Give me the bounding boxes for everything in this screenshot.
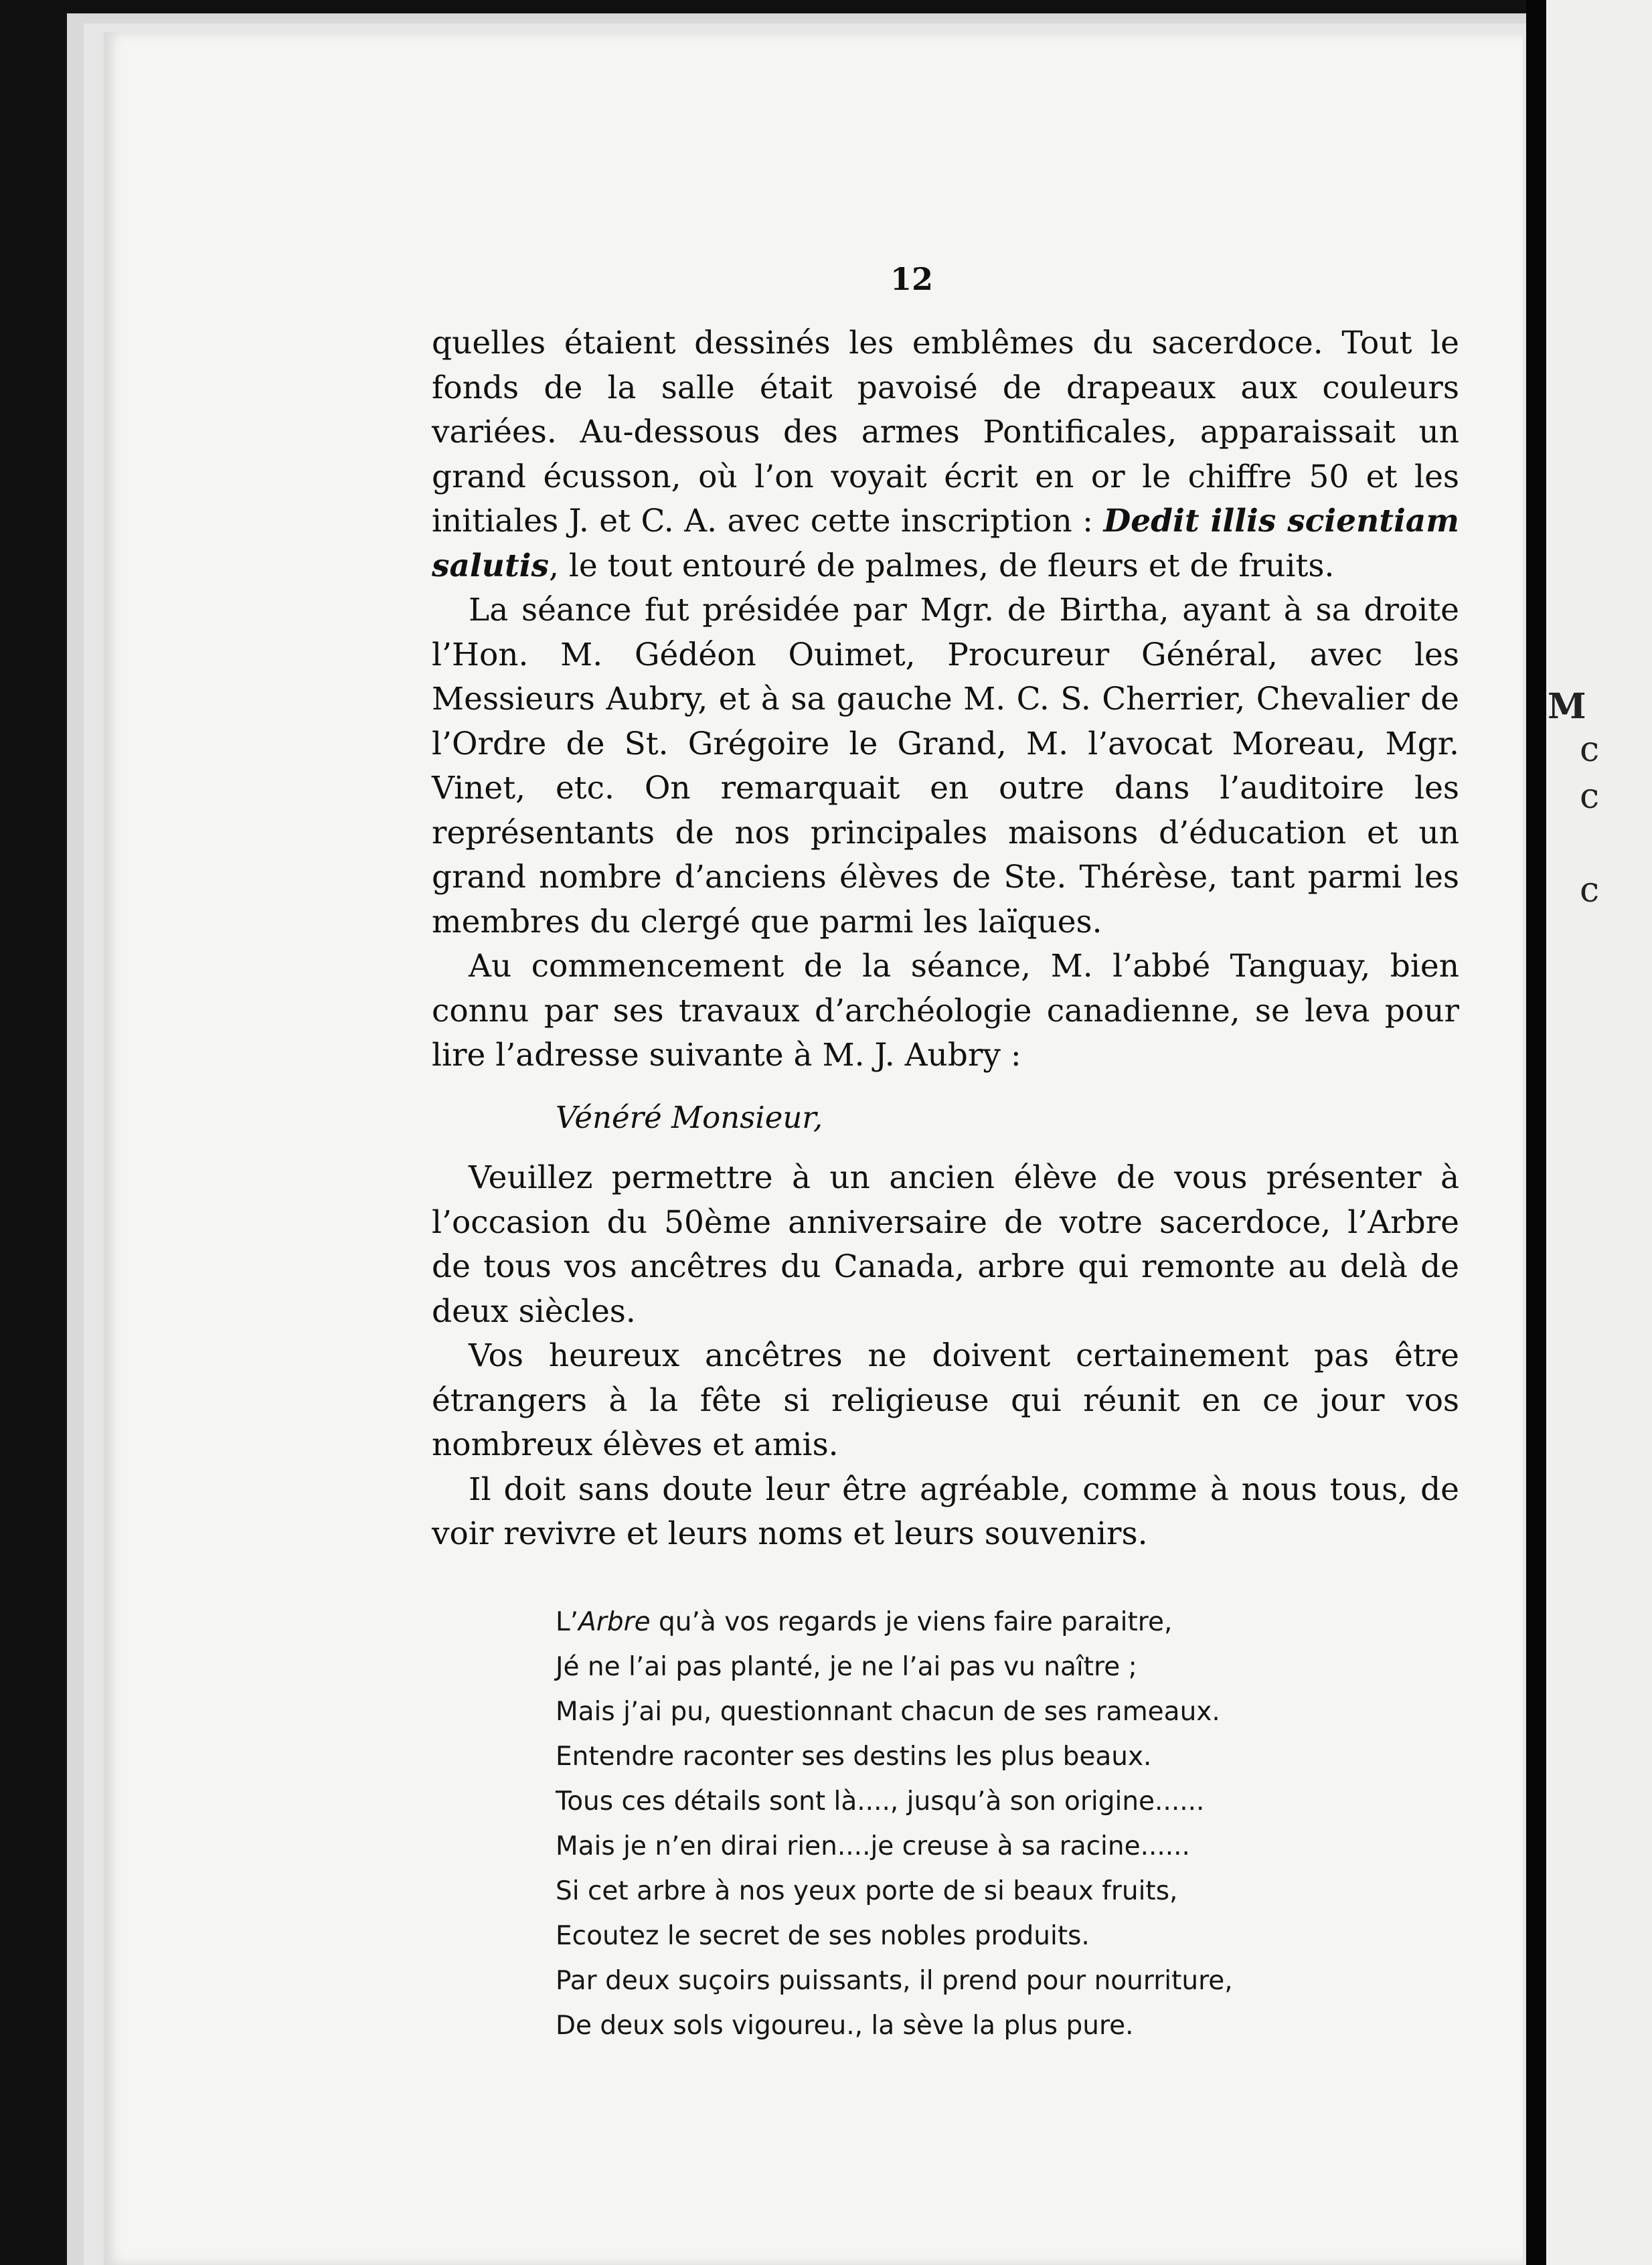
paragraph-4: Veuillez permettre à un ancien élève de vous présenter à l’occasion du 50ème anniversaire de votre sacerdoce, l’Arbre de tous vos ancêtres du Canada, arbre qui remonte au delà de deux siècles. bbox=[432, 1159, 1459, 1330]
poem-line: Tous ces détails sont là...., jusqu’à son origine...... bbox=[556, 1786, 1205, 1817]
paragraph-6: Il doit sans doute leur être agréable, comme à nous tous, de voir revivre et leurs noms et leurs souvenirs. bbox=[432, 1471, 1459, 1552]
poem-line: Jé ne l’ai pas planté, je ne l’ai pas vu naître ; bbox=[556, 1651, 1137, 1682]
adjacent-letter: c bbox=[1580, 730, 1600, 770]
paragraph-3: Au commencement de la séance, M. l’abbé Tanguay, bien connu par ses travaux d’archéologie canadienne, se leva pour lire l’adresse suivante à M. J. Aubry : bbox=[432, 948, 1459, 1074]
poem-line-1-rest: qu’à vos regards je viens faire paraitre, bbox=[650, 1606, 1173, 1637]
paragraph-1-tail: , le tout entouré de palmes, de fleurs et de fruits. bbox=[548, 547, 1335, 584]
poem-line: Par deux suçoirs puissants, il prend pour nourriture, bbox=[556, 1965, 1233, 1996]
adjacent-letter: c bbox=[1580, 870, 1600, 910]
poem-line: Mais j’ai pu, questionnant chacun de ses rameaux. bbox=[556, 1696, 1220, 1727]
paragraph-1 bbox=[432, 321, 1459, 588]
paragraph-5: Vos heureux ancêtres ne doivent certainement pas être étrangers à la fête si religieuse qui réunit en ce jour vos nombreux élèves et amis. bbox=[432, 1337, 1459, 1463]
adjacent-page-edge bbox=[1546, 0, 1652, 2265]
adjacent-letter: M bbox=[1548, 686, 1586, 727]
poem-arbre-word: Arbre bbox=[578, 1606, 651, 1637]
latin-inscription: Dedit illis scientiam salutis bbox=[432, 503, 1459, 584]
poem-line: De deux sols vigoureu., la sève la plus pure. bbox=[556, 2010, 1134, 2041]
adjacent-letter: c bbox=[1580, 776, 1600, 817]
poem bbox=[556, 1600, 1459, 2048]
poem-line: Si cet arbre à nos yeux porte de si beaux fruits, bbox=[556, 1875, 1178, 1906]
paragraph-2: La séance fut présidée par Mgr. de Birtha, ayant à sa droite l’Hon. M. Gédéon Ouimet, Procureur Général, avec les Messieurs Aubry, et à sa gauche M. C. S. Cherrier, Chevalier de l’Ordre de St. Grégoire le Grand, M. l’avocat Moreau, Mgr. Vinet, etc. On remarquait en outre dans l’auditoire les représentants de nos principales maisons d’éducation et un grand nombre d’anciens élèves de Ste. Thérèse, tant parmi les membres du clergé que parmi les laïques. bbox=[432, 592, 1459, 940]
page-number: 12 bbox=[890, 261, 934, 297]
binding-gutter bbox=[1526, 0, 1546, 2265]
poem-line: Mais je n’en dirai rien....je creuse à sa racine...... bbox=[556, 1831, 1190, 1861]
poem-line-1-prefix: L’ bbox=[556, 1606, 579, 1637]
page-body bbox=[432, 321, 1459, 2048]
poem-line: Ecoutez le secret de ses nobles produits. bbox=[556, 1920, 1090, 1951]
salutation: Vénéré Monsieur, bbox=[556, 1099, 823, 1135]
paragraph-1-text: quelles étaient dessinés les emblêmes du sacerdoce. Tout le fonds de la salle était pavoisé de drapeaux aux couleurs variées. Au-dessous des armes Pontificales, apparaissait un grand écusson, où l’on voyait écrit en or le chiffre 50 et les initiales J. et C. A. avec cette inscription : bbox=[432, 325, 1459, 539]
poem-line-1 bbox=[556, 1600, 1459, 1645]
poem-line: Entendre raconter ses destins les plus beaux. bbox=[556, 1741, 1152, 1772]
